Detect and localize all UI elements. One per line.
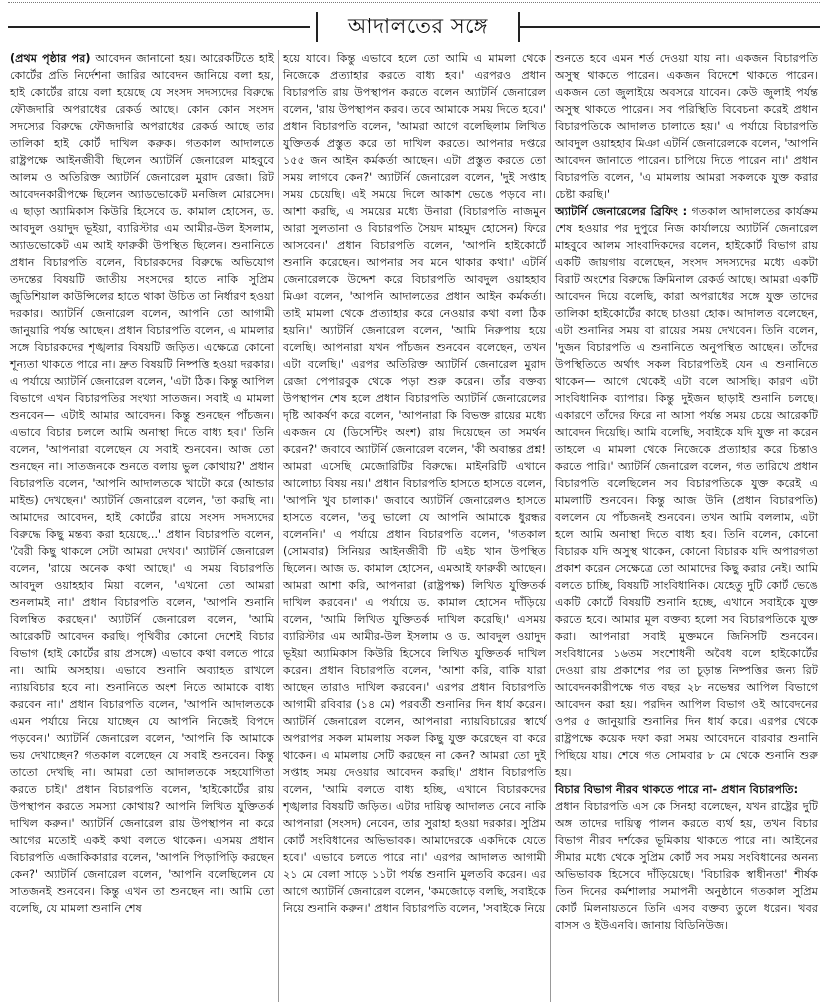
column-3 <box>550 50 822 1002</box>
section-title: আদালতের সঙ্গে <box>348 13 488 38</box>
continued-from-label: (প্রথম পৃষ্ঠার পর) <box>10 52 91 65</box>
column-1-text: আবেদন জানানো হয়। আরেকটিতে হাই কোর্টের প্রতি নির্দেশনা জারির আবেদন জানিয়ে বলা হয়, হাই কোর্টের রায়ে বলা হয়েছে যে সংসদ সদস্যদের বিরুদ্ধে ফৌজদারি অপরাধের রেকর্ড আছে। কোন কোন সংসদ সদস্যের বিরুদ্ধে ফৌজদারি অপরাধের রেকর্ড আছে তার তালিকা হাই কোর্ট দাখিল করুক। গতকাল আদালতে রাষ্ট্রপক্ষে আইনজীবী ছিলেন অ্যাটর্নি জেনারেল মাহবুবে আলম ও অতিরিক্ত অ্যাটর্নি জেনারেল মুরাদ রেজা। রিট আবেদনকারীপক্ষে ছিলেন অ্যাডভোকেট মনজিল মোরসেদ। এ ছাড়া অ্যামিকাস কিউরি হিসেবে ড. কামাল হোসেন, ড. আবদুল ওয়াদুদ ভূইয়া, ব্যারিস্টার এম আমীর-উল ইসলাম, অ্যাডভোকেট এম আই ফারুকী উপস্থিত ছিলেন। শুনানিতে প্রধান বিচারপতি বলেন, বিচারকদের বিরুদ্ধে অভিযোগ তদন্তের বিষয়টি জাতীয় সংসদের হাতে নাকি সুপ্রিম জুডিশিয়াল কাউন্সিলের হাতে থাকা উচিত তা নির্ধারণ হওয়া দরকার। অ্যাটর্নি জেনারেল বলেন, আপনি তো আগামী জানুয়ারি পর্যন্ত আছেন। প্রধান বিচারপতি বলেন, এ মামলার সঙ্গে বিচারকদের শৃঙ্খলার বিষয়টি জড়িত। এক্ষেত্রে কোনো শূন্যতা থাকতে পারে না। দ্রুত বিষয়টি নিষ্পত্তি হওয়া দরকার। এ পর্যায়ে অ্যাটর্নি জেনারেল বলেন, 'এটা ঠিক। কিন্তু আপিল বিভাগে এখন বিচারপতির সংখ্যা সাতজন। সবাই এ মামলা শুনবেন— এটাই আমার আবেদন। কিন্তু শুনছেন পাঁচজন। এভাবে বিচার চললে আমি অনাস্থা দিতে বাধ্য হব।' তিনি বলেন, 'আপনারা বলেছেন যে সবাই শুনবেন। আজ তো শুনছেন না। সাতজনকে শুনতে বলায় ভুল কোথায়?' প্রধান বিচারপতি বলেন, 'আপনি আদালতকে খাটো করে (আন্ডার মাইন্ড) দেখছেন।' অ্যাটর্নি জেনারেল বলেন, 'তা করছি না। আমাদের আবেদন, হাই কোর্টের রায়ে সংসদ সদস্যদের বিরুদ্ধে কিছু মন্তব্য করা হয়েছে...' প্রধান বিচারপতি বলেন, 'বৈরী কিছু থাকলে সেটা আমরা দেখব।' অ্যাটর্নি জেনারেল বলেন, 'রায়ে অনেক কথা আছে।' এ সময় বিচারপতি আবদুল ওয়াহহাব মিয়া বলেন, 'এখনো তো আমরা শুনলামই না।' প্রধান বিচারপতি বলেন, 'আপনি শুনানি বিলম্বিত করছেন।' অ্যাটর্নি জেনারেল বলেন, 'আমি আরেকটি আবেদন করছি। পৃথিবীর কোনো দেশেই বিচার বিভাগ (হাই কোর্টের রায় প্রসঙ্গে) এভাবে কথা বলতে পারে না। আমি অসহায়। এভাবে শুনানি অব্যাহত রাখলে ন্যায়বিচার হবে না। শুনানিতে অংশ নিতে আমাকে বাধ্য করবেন না।' প্রধান বিচারপতি বলেন, 'আপনি আদালতকে এমন পর্যায়ে নিয়ে যাচ্ছেন যে আপনি নিজেই বিপদে পড়বেন।' অ্যাটর্নি জেনারেল বলেন, 'আপনি কি আমাকে ভয় দেখাচ্ছেন? গতকাল বলেছেন যে সবাই শুনবেন। কিন্তু তাতো দেখছি না। আমরা তো আদালতকে সহযোগিতা করতে চাই।' প্রধান বিচারপতি বলেন, 'হাইকোর্টের রায় উপস্থাপন করতে সমস্যা কোথায়? আপনি লিখিত যুক্তিতর্ক দাখিল করুন।' অ্যাটর্নি জেনারেল রায় উপস্থাপন না করে আগের মতোই একই কথা বলতে থাকেন। এসময় প্রধান বিচারপতি এজাকিকারার বলেন, 'আপনি পিড়াপিড়ি করছেন কেন?' অ্যাটর্নি জেনারেল বলেন, 'আপনি বলেছিলেন যে সাতজনই শুনবেন। কিন্তু এখন তা শুনছেন না। আমি তো বলেছি, যে মামলা শুনানি শেষ <box>10 52 274 915</box>
header-rule-right <box>520 26 820 28</box>
top-dotted-rule <box>8 2 820 3</box>
chief-justice-subhead: বিচার বিভাগ নীরব থাকতে পারে না- প্রধান বিচারপতি: <box>555 783 799 796</box>
column-3-paragraph-3: প্রধান বিচারপতি এস কে সিনহা বলেছেন, যখন রাষ্ট্রের দুটি অঙ্গ তাদের দায়িত্ব পালন করতে ব্যর্থ হয়, তখন বিচার বিভাগ নীরব দর্শকের ভূমিকায় থাকতে পারে না। আইনের সীমার মধ্যে থেকে সুপ্রিম কোর্ট সব সময় সংবিধানের অনন্য অভিভাবক হিসেবে দাঁড়িয়েছে। 'বিচারিক স্বাধীনতা' শীর্ষক তিন দিনের কর্মশালার সমাপনী অনুষ্ঠানে গতকাল সুপ্রিম কোর্ট মিলনায়তনে তিনি এসব বক্তব্য তুলে ধরেন। খবর বাসস ও ইউএনবি। জানায় বিডিনিউজ। <box>555 800 818 932</box>
article-columns <box>6 50 822 1002</box>
column-1-paragraph <box>10 50 274 917</box>
column-2-paragraph: হয়ে যাবে। কিন্তু এভাবে হলে তো আমি এ মামলা থেকে নিজেকে প্রত্যাহার করতে বাধ্য হব।' এরপরও প্রধান বিচারপতি রায় উপস্থাপন করতে বলেন অ্যাটর্নি জেনারেল বলেন, 'রায় উপস্থাপন করব। তবে আমাকে সময় দিতে হবে।' প্রধান বিচারপতি বলেন, 'আমরা আগে বলেছিলাম লিখিত যুক্তিতর্ক প্রস্তুত করে তা দাখিল করতে। আপনার দপ্তরে ১৫৫ জন আইন কর্মকর্তা আছেন। এটা প্রস্তুত করতে তো সময় লাগবে কেন?' অ্যাটর্নি জেনারেল বলেন, 'দুই সপ্তাহ সময় চেয়েছি। এই সময়ে দিলে আকাশ ভেঙে পড়বে না। আশা করছি, এ সময়ের মধ্যে উনারা (বিচারপতি নাজমুন আরা সুলতানা ও বিচারপতি সৈয়দ মাহমুদ হোসেন) ফিরে আসবেন।' প্রধান বিচারপতি বলেন, 'আপনি হাইকোর্টে শুনানি করেছেন। আপনার সব মনে থাকার কথা।' এটর্নি জেনারেলকে উদ্দেশ করে বিচারপতি আবদুল ওয়াহহাব মিঞা বলেন, 'আপনি আদালতের প্রধান আইন কর্মকর্তা। তাই মামলা থেকে প্রত্যাহার করে নেওয়ার কথা বলা ঠিক হয়নি।' অ্যাটর্নি জেনারেল বলেন, 'আমি নিরুপায় হয়ে বলেছি। আপনারা যখন পাঁচজন শুনবেন বলেছেন, তখন এটা বলেছি।' এরপর অতিরিক্ত অ্যাটর্নি জেনারেল মুরাদ রেজা পেপারবুক থেকে পড়া শুরু করেন। তাঁর বক্তব্য উপস্থাপন শেষ হলে প্রধান বিচারপতি অ্যাটর্নি জেনারেলের দৃষ্টি আকর্ষণ করে বলেন, 'আপনারা কি বিভক্ত রায়ের মধ্যে একজন যে (ডিসেন্টিং অংশ) রায় দিয়েছেন তা সমর্থন করেন?' জবাবে অ্যাটর্নি জেনারেল বলেন, 'কী অবান্তর প্রশ্ন! আমরা এসেছি মেজোরিটির বিরুদ্ধে। মাইনরিটি এখানে আলোচ্য বিষয় নয়।' প্রধান বিচারপতি হাসতে হাসতে বলেন, 'আপনি খুব চালাক।' জবাবে অ্যাটর্নি জেনারেলও হাসতে হাসতে বলেন, 'তবু ভালো যে আপনি আমাকে ধুরন্ধর বলেননি।' এ পর্যায়ে প্রধান বিচারপতি বলেন, 'গতকাল (সোমবার) সিনিয়র আইনজীবী টি এইচ খান উপস্থিত ছিলেন। আজ ড. কামাল হোসেন, এমআই ফারুকী আছেন। আমরা আশা করি, আপনারা (রাষ্ট্রপক্ষ) লিখিত যুক্তিতর্ক দাখিল করবেন।' এ পর্যায়ে ড. কামাল হোসেন দাঁড়িয়ে বলেন, 'আমি লিখিত যুক্তিতর্ক দাখিল করেছি।' এসময় ব্যারিস্টার এম আমীর-উল ইসলাম ও ড. আবদুল ওয়াদুদ ভূইয়া অ্যামিকাস কিউরি হিসেবে লিখিত যুক্তিতর্ক দাখিল করেন। প্রধান বিচারপতি বলেন, 'আশা করি, বাকি যারা আছেন তারাও দাখিল করবেন।' এরপর প্রধান বিচারপতি আগামী রবিবার (১৪ মে) পরবর্তী শুনানির দিন ধার্য করেন। অ্যাটর্নি জেনারেল বলেন, আপনারা ন্যায়বিচারের স্বার্থে অপরাপর সকল মামলায় সকল কিছু যুক্ত করেছেন বা করে থাকেন। এ মামলায় সেটি করছেন না কেন? আমরা তো দুই সপ্তাহ সময় দেওয়ার আবেদন করছি।' প্রধান বিচারপতি বলেন, 'আমি বলতে বাধ্য হচ্ছি, এখানে বিচারকদের শৃঙ্খলার বিষয়টি জড়িত। এটার দায়িত্ব আদালত নেবে নাকি আপনারা (সংসদ) নেবেন, তার সুরাহা হওয়া দরকার। সুপ্রিম কোর্ট সংবিধানের অভিভাবক। আমাদেরকে একদিকে যেতে হবে।' এভাবে চলতে পারে না।' এরপর আদালত আগামী ২১ মে বেলা সাড়ে ১১টা পর্যন্ত শুনানি মুলতবি করেন। এর আগে অ্যাটর্নি জেনারেল বলেন, 'কমজোড়ে বলছি, সবাইকে নিয়ে শুনানি করুন।' প্রধান বিচারপতি বলেন, 'সবাইকে নিয়ে <box>283 52 546 915</box>
header-rule-left <box>8 26 310 28</box>
briefing-subhead: অ্যাটর্নি জেনারেলের ব্রিফিং : <box>555 205 688 218</box>
column-2 <box>278 50 550 1002</box>
header-title-box <box>316 12 520 42</box>
column-1 <box>6 50 278 1002</box>
column-3-paragraph-2 <box>555 203 818 781</box>
column-3-paragraph-1: শুনতে হবে এমন শর্ত দেওয়া যায় না। একজন বিচারপতি অসুস্থ থাকতে পারেন। একজন বিদেশে থাকতে পারেন। একজন তো জুলাইয়ে অবসরে যাবেন। কেউ জুলাই পর্যন্ত অসুস্থ থাকতে পারেন। সব পরিস্থিতি বিবেচনা করেই প্রধান বিচারপতিকে আদালত চালাতে হয়।' এ পর্যায়ে বিচারপতি আবদুল ওয়াহহাব মিঞা এটর্নি জেনারেলকে বলেন, 'আপনি আবেদন জানাতে পারেন। চাপিয়ে দিতে পারেন না।' প্রধান বিচারপতি বলেন, 'এ মামলায় আমরা সকলকে যুক্ত করার চেষ্টা করছি।' <box>555 52 818 201</box>
section-header <box>0 10 828 46</box>
briefing-text: গতকাল আদালতের কার্যক্রম শেষ হওয়ার পর দুপুরে নিজ কার্যালয়ে অ্যাটর্নি জেনারেল মাহবুবে আলম সাংবাদিকদের বলেন, হাইকোর্ট বিভাগ রায় একটি জায়গায় বলেছেন, সংসদ সদস্যদের মধ্যে একটা বিরাট অংশের বিরুদ্ধে ক্রিমিনাল রেকর্ড আছে। আমরা একটি আবেদন দিয়ে বলেছি, কারা অপরাধের সঙ্গে যুক্ত তাদের তালিকা হাইকোর্টের কাছে চাওয়া হোক। আদালত বলেছেন, এটা শুনানির সময় বা রায়ের সময় দেখবেন। তিনি বলেন, 'দুজন বিচারপতি এ শুনানিতে অনুপস্থিত আছেন। তাঁদের উপস্থিতিতে অর্থাৎ সকল বিচারপতিই যেন এ শুনানিতে থাকেন— আগে থেকেই এটা বলে আসছি। কারণ এটা সাংবিধানিক ব্যাপার। কিন্তু দুইজন ছাড়াই শুনানি চলছে। একারণে তাঁদের ফিরে না আসা পর্যন্ত সময় চেয়ে আরেকটি আবেদন দিয়েছি। আমি বলেছি, সবাইকে যদি যুক্ত না করেন তাহলে এ মামলা থেকে নিজেকে প্রত্যাহার করে চিন্তাও করতে পারি।' অ্যাটর্নি জেনারেল বলেন, গত তারিখে প্রধান বিচারপতি বলেছিলেন সব বিচারপতিকে যুক্ত করেই এ মামলাটি শুনবেন। কিন্তু আজ উনি (প্রধান বিচারপতি) বললেন যে পাঁচজনই শুনবেন। তখন আমি বললাম, এটা হলে আমি অনাস্থা দিতে বাধ্য হব। তিনি বলেন, কোনো বিচারক যদি অসুস্থ থাকেন, কোনো বিচারক যদি অপারগতা প্রকাশ করেন সেক্ষেত্রে তো আমাদের কিছু করার নেই। আমি বলতে চাচ্ছি, বিষয়টি সাংবিধানিক। যেহেতু দুটি কোর্ট ভেঙে একটি কোর্টে বিষয়টি শুনানি হচ্ছে, এখানে সবাইকে যুক্ত করতে হবে। আমার মূল বক্তব্য হলো সব বিচারপতিকে যুক্ত করা। আপনারা সবাই মুক্তমনে জিনিসটি শুনবেন। সংবিধানের ১৬তম সংশোধনী অবৈধ বলে হাইকোর্টের দেওয়া রায় প্রকাশের পর তা চূড়ান্ত নিষ্পত্তির জন্য রিট আবেদনকারীপক্ষে গত বছর ২৮ নভেম্বর আপিল বিভাগে আবেদন করা হয়। পরদিন আপিল বিভাগ ওই আবেদনের ওপর ৫ জানুয়ারি শুনানির দিন ধার্য করে। এরপর থেকে রাষ্ট্রপক্ষে কয়েক দফা করা সময় আবেদনে বারবার শুনানি পিছিয়ে যায়। শেষে গত সোমবার ৮ মে থেকে শুনানি শুরু হয়। <box>555 205 818 779</box>
